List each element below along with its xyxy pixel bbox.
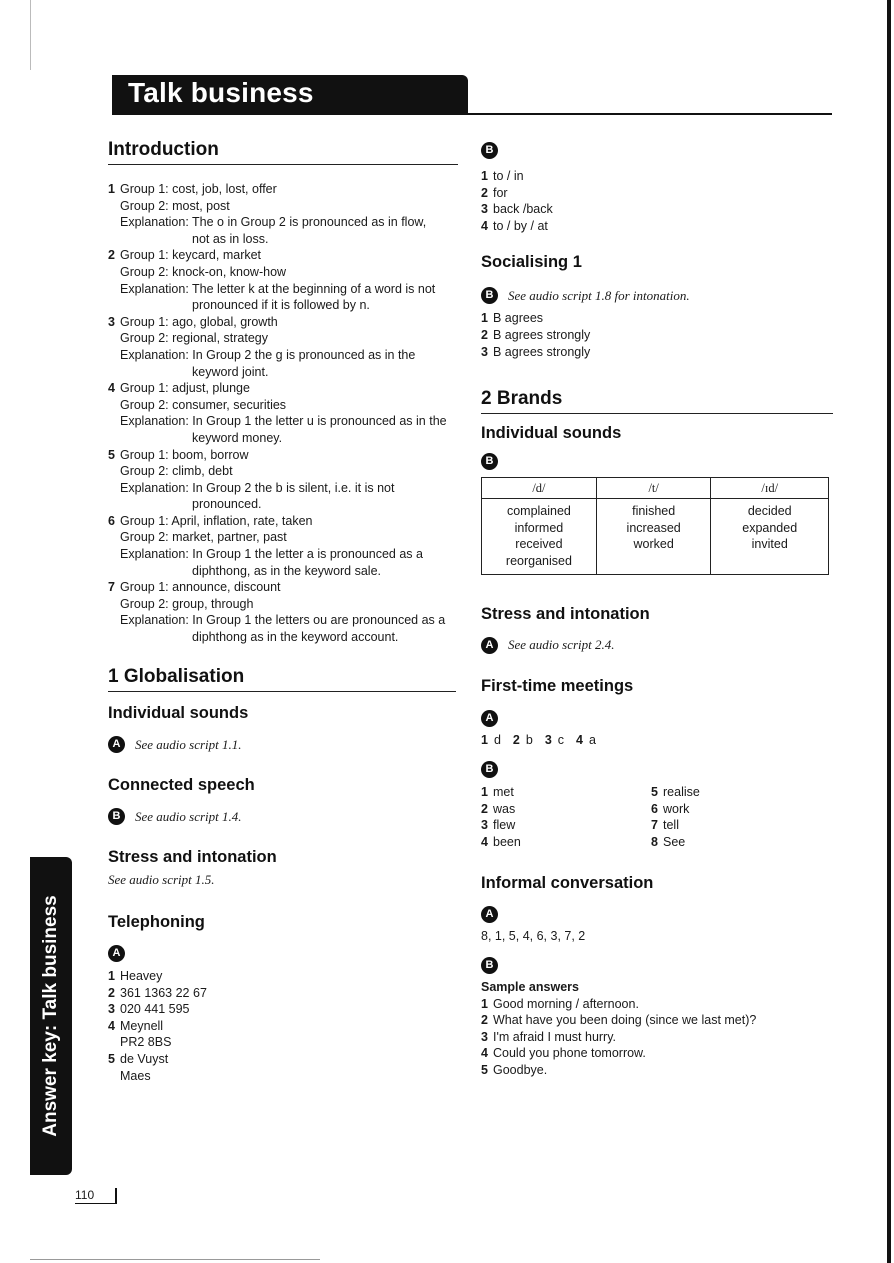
item-text: tell [663, 818, 679, 833]
item-number: 3 [481, 1029, 488, 1044]
right-column [481, 142, 833, 1079]
table-word: decided [747, 504, 792, 519]
list-item [108, 1051, 456, 1068]
item-text: c [557, 732, 565, 747]
item-text: been [493, 834, 521, 849]
item-number: 2 [481, 327, 488, 342]
socialising-ref [481, 287, 833, 304]
item-number: 7 [651, 818, 658, 833]
explanation-cont: not as in loss. [192, 231, 269, 246]
item-number: 7 [108, 580, 115, 595]
list-item [481, 1045, 833, 1062]
item-number: 1 [108, 969, 115, 983]
first-time-heading: First-time meetings [481, 676, 634, 695]
list-item [481, 1062, 833, 1079]
item-number: 4 [481, 1046, 488, 1061]
answer-pair [513, 733, 533, 747]
item-text: B agrees strongly [493, 327, 591, 342]
explanation: Explanation: In Group 2 the g is pronounced as in the [120, 347, 416, 362]
intro-line [108, 314, 458, 331]
globalisation-section [108, 665, 456, 1084]
item-number: 4 [481, 834, 488, 849]
informal-a-answer: 8, 1, 5, 4, 6, 3, 7, 2 [481, 928, 586, 943]
introduction-heading: Introduction [108, 138, 458, 165]
sounds-badge-row [481, 453, 833, 470]
side-tab [30, 857, 72, 1175]
badge-a: A [108, 945, 125, 962]
table-word: reorganised [505, 553, 572, 568]
explanation: Explanation: In Group 1 the letter u is pronounced as in the [120, 414, 447, 429]
intro-line [108, 198, 458, 215]
item-number: 2 [481, 801, 488, 816]
page-edge [887, 0, 891, 1263]
item-number: 1 [481, 169, 488, 183]
banner-title: Talk business [128, 77, 314, 108]
item-text: What have you been doing (since we last met)? [493, 1013, 757, 1028]
explanation-cont: pronounced if it is followed by n. [192, 298, 370, 313]
introduction-list [108, 181, 458, 646]
item-number: 2 [108, 985, 115, 1000]
intro-line [108, 529, 458, 546]
explanation-cont: diphthong as in the keyword account. [192, 630, 399, 645]
page-number-tick [115, 1188, 117, 1204]
telephoning-heading: Telephoning [108, 913, 205, 931]
group-text: Group 1: cost, job, lost, offer [120, 182, 277, 196]
item-number: 4 [108, 381, 115, 396]
left-column [108, 138, 458, 646]
explanation: Explanation: The o in Group 2 is pronounced as in flow, [120, 215, 427, 230]
informal-heading: Informal conversation [481, 873, 654, 892]
item-text: back /back [493, 202, 553, 217]
item-number: 6 [108, 513, 115, 528]
intro-line [108, 247, 458, 264]
sample-answers-label: Sample answers [481, 980, 579, 995]
list-item [108, 1018, 456, 1035]
stress-ref [481, 637, 833, 654]
bottom-rule [30, 1259, 320, 1260]
item-number: 4 [108, 1018, 115, 1033]
item-number: 5 [651, 785, 658, 800]
margin-line [30, 0, 31, 70]
item-text: B agrees strongly [493, 344, 591, 359]
intro-line [108, 380, 458, 397]
item-number: 3 [108, 1002, 115, 1017]
item-text: work [663, 801, 690, 816]
badge-b: B [481, 761, 498, 778]
sounds-table-row [482, 499, 829, 574]
item-number: 5 [481, 1063, 488, 1078]
list-item [108, 1001, 456, 1018]
intro-line [108, 397, 458, 414]
item-text: 020 441 595 [120, 1002, 190, 1017]
group-text: Group 1: April, inflation, rate, taken [120, 513, 313, 528]
item-text: 361 1363 22 67 [120, 985, 207, 1000]
item-text: to / in [493, 169, 524, 183]
table-header-cell: /d/ [482, 478, 597, 499]
group-text: Group 1: announce, discount [120, 580, 281, 595]
intro-b-list [481, 168, 833, 234]
audio-ref: See audio script 1.1. [135, 736, 242, 752]
item-number: 2 [108, 248, 115, 263]
item-number: 4 [481, 218, 488, 233]
item-text: Goodbye. [493, 1063, 548, 1078]
group-text: Group 1: boom, borrow [120, 447, 249, 462]
connected-speech-ref [108, 808, 456, 825]
list-item [481, 1029, 833, 1046]
item-text: was [493, 801, 516, 816]
list-item [481, 1012, 833, 1029]
individual-sounds-heading: Individual sounds [481, 424, 622, 443]
table-header-cell: /ɪd/ [711, 478, 829, 499]
answer-pair [545, 733, 564, 747]
table-word: received [515, 537, 563, 552]
answer-pair [481, 733, 501, 747]
first-time-a-answers [481, 732, 833, 749]
table-word: invited [751, 537, 788, 552]
audio-ref: See audio script 1.8 for intonation. [508, 287, 690, 303]
item-text: for [493, 185, 508, 200]
telephoning-badge-row [108, 945, 456, 962]
item-number: 5 [108, 1051, 115, 1066]
table-word: finished [632, 504, 676, 519]
item-number: 8 [651, 834, 658, 849]
answer-pair [576, 733, 596, 747]
table-word: expanded [742, 520, 798, 535]
group-text: Group 1: adjust, plunge [120, 381, 250, 396]
intro-line [108, 596, 458, 613]
audio-ref: See audio script 2.4. [508, 637, 615, 653]
individual-sounds-heading: Individual sounds [108, 704, 249, 722]
badge-b: B [481, 453, 498, 470]
item-text-cont: PR2 8BS [120, 1035, 172, 1050]
first-time-b-badge-row [481, 761, 833, 778]
list-item [481, 327, 833, 344]
item-text: flew [493, 818, 516, 833]
item-text: Meynell [120, 1018, 164, 1033]
connected-speech-heading: Connected speech [108, 776, 255, 794]
intro-b-badge-row [481, 142, 833, 159]
list-item [651, 817, 700, 834]
item-text: b [525, 732, 533, 747]
explanation: Explanation: The letter k at the beginning of a word is not [120, 281, 436, 296]
item-text: a [588, 732, 596, 747]
item-text: See [663, 834, 686, 849]
explanation-cont: diphthong, as in the keyword sale. [192, 563, 382, 578]
list-item [481, 218, 833, 235]
item-text: realise [663, 785, 700, 800]
group-text: Group 2: most, post [120, 198, 230, 213]
item-number: 1 [108, 182, 115, 196]
stress-intonation-heading: Stress and intonation [481, 604, 650, 623]
badge-b: B [481, 287, 498, 304]
item-text: Good morning / afternoon. [493, 996, 639, 1011]
intro-line [108, 463, 458, 480]
item-number: 3 [108, 314, 115, 329]
item-number: 1 [481, 732, 488, 747]
globalisation-heading: 1 Globalisation [108, 665, 456, 692]
item-number: 2 [481, 1013, 488, 1028]
group-text: Group 2: consumer, securities [120, 397, 287, 412]
audio-ref: See audio script 1.5. [108, 872, 215, 887]
list-item [651, 834, 700, 851]
item-text-cont: Maes [120, 1068, 151, 1083]
list-item [481, 185, 833, 202]
stress-intonation-heading: Stress and intonation [108, 848, 277, 866]
item-number: 1 [481, 785, 488, 800]
badge-b: B [481, 142, 498, 159]
list-item [108, 968, 456, 985]
informal-b-badge-row [481, 957, 833, 974]
group-text: Group 2: regional, strategy [120, 331, 268, 346]
group-text: Group 2: knock-on, know-how [120, 264, 287, 279]
intro-line [108, 264, 458, 281]
group-text: Group 1: ago, global, growth [120, 314, 278, 329]
sounds-table [481, 477, 829, 574]
explanation: Explanation: In Group 1 the letter a is pronounced as a [120, 547, 423, 562]
badge-a: A [481, 906, 498, 923]
table-word: informed [514, 520, 564, 535]
intro-line [108, 579, 458, 596]
item-number: 6 [651, 801, 658, 816]
explanation-cont: pronounced. [192, 497, 262, 512]
explanation-cont: keyword money. [192, 430, 283, 445]
list-item [481, 310, 833, 327]
item-number: 3 [481, 818, 488, 833]
item-number: 3 [481, 202, 488, 217]
informal-a-badge-row [481, 906, 833, 923]
table-word: increased [626, 520, 681, 535]
item-number: 1 [481, 996, 488, 1011]
list-item [108, 985, 456, 1002]
item-number: 2 [481, 185, 488, 200]
table-cell [596, 499, 711, 574]
item-text: de Vuyst [120, 1051, 169, 1066]
item-number: 4 [576, 732, 583, 747]
audio-ref: See audio script 1.4. [135, 808, 242, 824]
badge-a: A [481, 637, 498, 654]
intro-line [108, 330, 458, 347]
table-header-cell: /t/ [596, 478, 711, 499]
list-item [481, 201, 833, 218]
badge-b: B [481, 957, 498, 974]
list-item [651, 801, 700, 818]
item-text: met [493, 785, 514, 800]
badge-b: B [108, 808, 125, 825]
socialising-heading: Socialising 1 [481, 253, 582, 272]
list-item [651, 784, 700, 801]
first-time-a-badge-row [481, 710, 833, 727]
banner-rule [112, 113, 832, 115]
individual-sounds-ref [108, 736, 456, 753]
intro-line [108, 181, 458, 198]
banner [112, 75, 468, 115]
list-item [481, 784, 651, 801]
item-text: B agrees [493, 311, 544, 326]
group-text: Group 2: climb, debt [120, 464, 233, 479]
item-text: I'm afraid I must hurry. [493, 1029, 617, 1044]
list-item [481, 817, 651, 834]
first-time-b-answers [481, 784, 833, 850]
informal-list [481, 996, 833, 1079]
item-number: 5 [108, 447, 115, 462]
first-time-b-col1 [481, 784, 651, 850]
list-item [481, 344, 833, 361]
item-number: 2 [512, 732, 520, 747]
table-word: complained [506, 504, 571, 519]
intro-line [108, 447, 458, 464]
item-number: 3 [544, 732, 552, 747]
table-cell [711, 499, 829, 574]
list-item [481, 834, 651, 851]
side-tab-label: Answer key: Talk business [40, 895, 61, 1137]
badge-a: A [481, 710, 498, 727]
item-text: Could you phone tomorrow. [493, 1046, 646, 1061]
page-number: 110 [75, 1188, 95, 1202]
explanation: Explanation: In Group 2 the b is silent, i.e. it is not [120, 480, 395, 495]
first-time-b-col2 [651, 784, 700, 850]
item-text: d [493, 732, 501, 747]
group-text: Group 1: keycard, market [120, 248, 262, 263]
sounds-table-header [482, 478, 829, 499]
item-text: Heavey [120, 969, 163, 983]
table-word: worked [633, 537, 674, 552]
list-item [481, 801, 651, 818]
list-item [481, 168, 833, 185]
brands-heading: 2 Brands [481, 387, 833, 414]
item-text: to / by / at [493, 218, 548, 233]
socialising-list [481, 310, 833, 360]
page-number-rule [75, 1203, 115, 1204]
telephoning-list [108, 968, 456, 1084]
group-text: Group 2: market, partner, past [120, 530, 287, 545]
list-item [481, 996, 833, 1013]
intro-line [108, 513, 458, 530]
item-number: 3 [481, 344, 488, 359]
group-text: Group 2: group, through [120, 596, 254, 611]
explanation: Explanation: In Group 1 the letters ou are pronounced as a [120, 613, 446, 628]
badge-a: A [108, 736, 125, 753]
item-number: 1 [481, 311, 488, 326]
table-cell [482, 499, 597, 574]
explanation-cont: keyword joint. [192, 364, 269, 379]
